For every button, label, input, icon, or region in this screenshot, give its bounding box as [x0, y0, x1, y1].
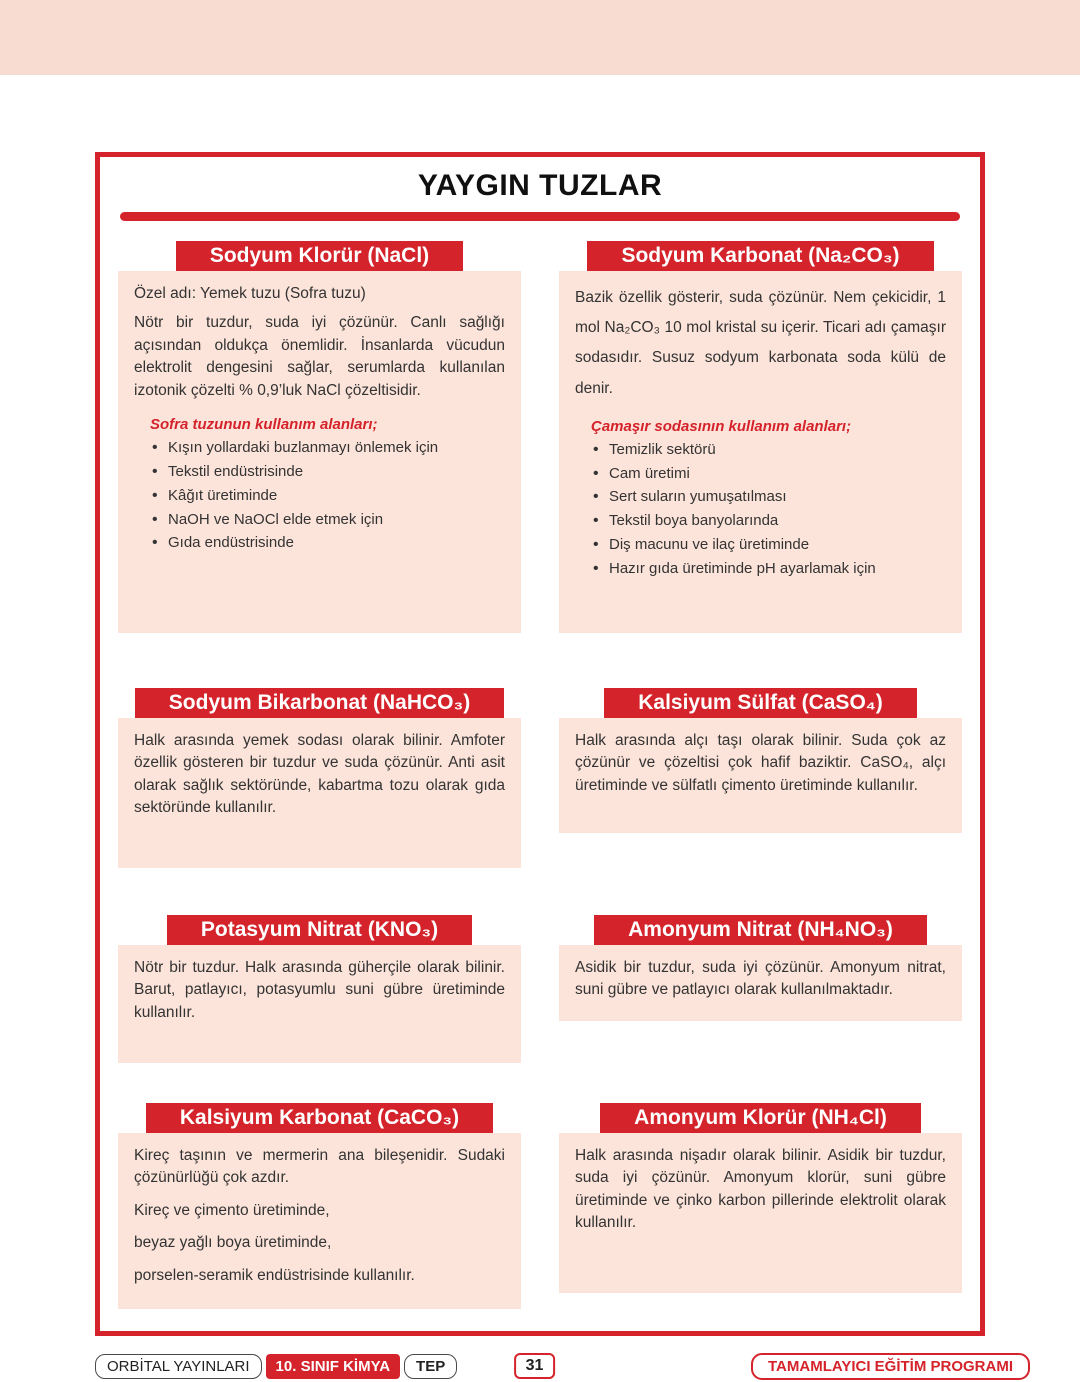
top-decorative-band	[0, 0, 1080, 75]
paragraph: Halk arasında yemek sodası olarak bilinir. Amfoter özellik gösteren bir tuzdur ve suda çözünür. Anti asit olarak sağlık sektöründe, kabartma tozu olarak gıda sektöründe kullanılır.	[134, 732, 505, 817]
usage-list-title: Çamaşır sodasının kullanım alanları;	[591, 417, 852, 435]
paragraph: Kireç ve çimento üretiminde,	[134, 1201, 330, 1219]
card-body	[559, 271, 962, 633]
page-number: 31	[514, 1353, 556, 1379]
title-underline	[120, 212, 960, 221]
card-title-badge: Sodyum Karbonat (Na₂CO₃)	[587, 241, 933, 271]
card-title-badge: Kalsiyum Sülfat (CaSO₄)	[604, 688, 917, 718]
bullet-item: • Kâğıt üretiminde	[152, 486, 505, 506]
bullet-item: • Kışın yollardaki buzlanmayı önlemek için	[152, 438, 505, 458]
cards-grid	[118, 241, 962, 1309]
bullet-item: • Tekstil boya banyolarında	[593, 511, 946, 531]
page-footer	[95, 1350, 1030, 1382]
card-potasyum-nitrat	[118, 915, 521, 1063]
card-title-badge: Sodyum Klorür (NaCl)	[176, 241, 463, 271]
paragraph: Halk arasında alçı taşı olarak bilinir. Suda çok az çözünür ve çözeltisi çok hafif baziktir. CaSO₄, alçı üretiminde ve sülfatlı çimento üretiminde kullanılır.	[575, 732, 946, 794]
bullet-item: • Diş macunu ve ilaç üretiminde	[593, 535, 946, 555]
paragraph: Özel adı: Yemek tuzu (Sofra tuzu)	[134, 285, 366, 302]
tep-label: TEP	[404, 1354, 457, 1379]
bullet-item: • Tekstil endüstrisinde	[152, 462, 505, 482]
paragraph: Nötr bir tuzdur, suda iyi çözünür. Canlı sağlığı açısından oldukça önemlidir. İnsanlarda vücudun elektrolit dengesini sağlar, serumlarda kullanılan izotonik çözelti % 0,9’luk NaCl çözeltisidir.	[134, 314, 505, 399]
paragraph: Bazik özellik gösterir, suda çözünür. Nem çekicidir, 1 mol Na₂CO₃ 10 mol kristal su içerir. Ticari adı çamaşır sodasıdır. Susuz sodyum karbonata soda külü de denir.	[575, 289, 946, 397]
bullet-item: • Cam üretimi	[593, 464, 946, 484]
card-title-badge: Kalsiyum Karbonat (CaCO₃)	[146, 1103, 493, 1133]
publisher-label: ORBİTAL YAYINLARI	[95, 1354, 262, 1379]
program-label: TAMAMLAYICI EĞİTİM PROGRAMI	[751, 1353, 1030, 1380]
card-amonyum-klorur	[559, 1103, 962, 1293]
paragraph: Nötr bir tuzdur. Halk arasında güherçile olarak bilinir. Barut, patlayıcı, potasyumlu suni gübre üretiminde kullanılır.	[134, 959, 505, 1021]
card-sodyum-bikarbonat	[118, 688, 521, 868]
card-body	[118, 945, 521, 1063]
card-sodyum-karbonat	[559, 241, 962, 633]
bullet-item: • Hazır gıda üretiminde pH ayarlamak için	[593, 559, 946, 579]
card-body	[118, 1133, 521, 1309]
card-title-badge: Amonyum Nitrat (NH₄NO₃)	[594, 915, 927, 945]
card-kalsiyum-karbonat	[118, 1103, 521, 1309]
card-body	[118, 718, 521, 868]
bullet-list	[593, 440, 946, 579]
card-body	[559, 1133, 962, 1293]
content-frame	[95, 152, 985, 1336]
footer-left-group	[95, 1354, 457, 1379]
page-title: YAYGIN TUZLAR	[417, 169, 663, 202]
paragraph: beyaz yağlı boya üretiminde,	[134, 1234, 332, 1252]
card-body	[559, 945, 962, 1021]
card-kalsiyum-sulfat	[559, 688, 962, 833]
paragraph: porselen-seramik endüstrisinde kullanılır.	[134, 1266, 415, 1284]
paragraph: Asidik bir tuzdur, suda iyi çözünür. Amonyum nitrat, suni gübre ve patlayıcı olarak kullanılmaktadır.	[575, 959, 946, 999]
bullet-list	[152, 438, 505, 553]
bullet-item: • Sert suların yumuşatılması	[593, 487, 946, 507]
course-badge: 10. SINIF KİMYA	[266, 1354, 400, 1379]
card-body	[118, 271, 521, 633]
bullet-item: • NaOH ve NaOCl elde etmek için	[152, 510, 505, 530]
bullet-item: • Gıda endüstrisinde	[152, 533, 505, 553]
card-title-badge: Sodyum Bikarbonat (NaHCO₃)	[135, 688, 504, 718]
card-amonyum-nitrat	[559, 915, 962, 1021]
card-body	[559, 718, 962, 833]
card-sodyum-klorur	[118, 241, 521, 633]
card-title-badge: Potasyum Nitrat (KNO₃)	[167, 915, 472, 945]
paragraph: Kireç taşının ve mermerin ana bileşenidir. Sudaki çözünürlüğü çok azdır.	[134, 1147, 505, 1187]
bullet-item: • Temizlik sektörü	[593, 440, 946, 460]
footer-right-group	[751, 1358, 1030, 1375]
usage-list-title: Sofra tuzunun kullanım alanları;	[150, 416, 378, 434]
card-title-badge: Amonyum Klorür (NH₄Cl)	[600, 1103, 921, 1133]
paragraph: Halk arasında nişadır olarak bilinir. Asidik bir tuzdur, suda iyi çözünür. Amonyum klorür, suni gübre üretiminde ve çinko karbon pillerinde elektrolit olarak kullanılır.	[575, 1147, 946, 1232]
